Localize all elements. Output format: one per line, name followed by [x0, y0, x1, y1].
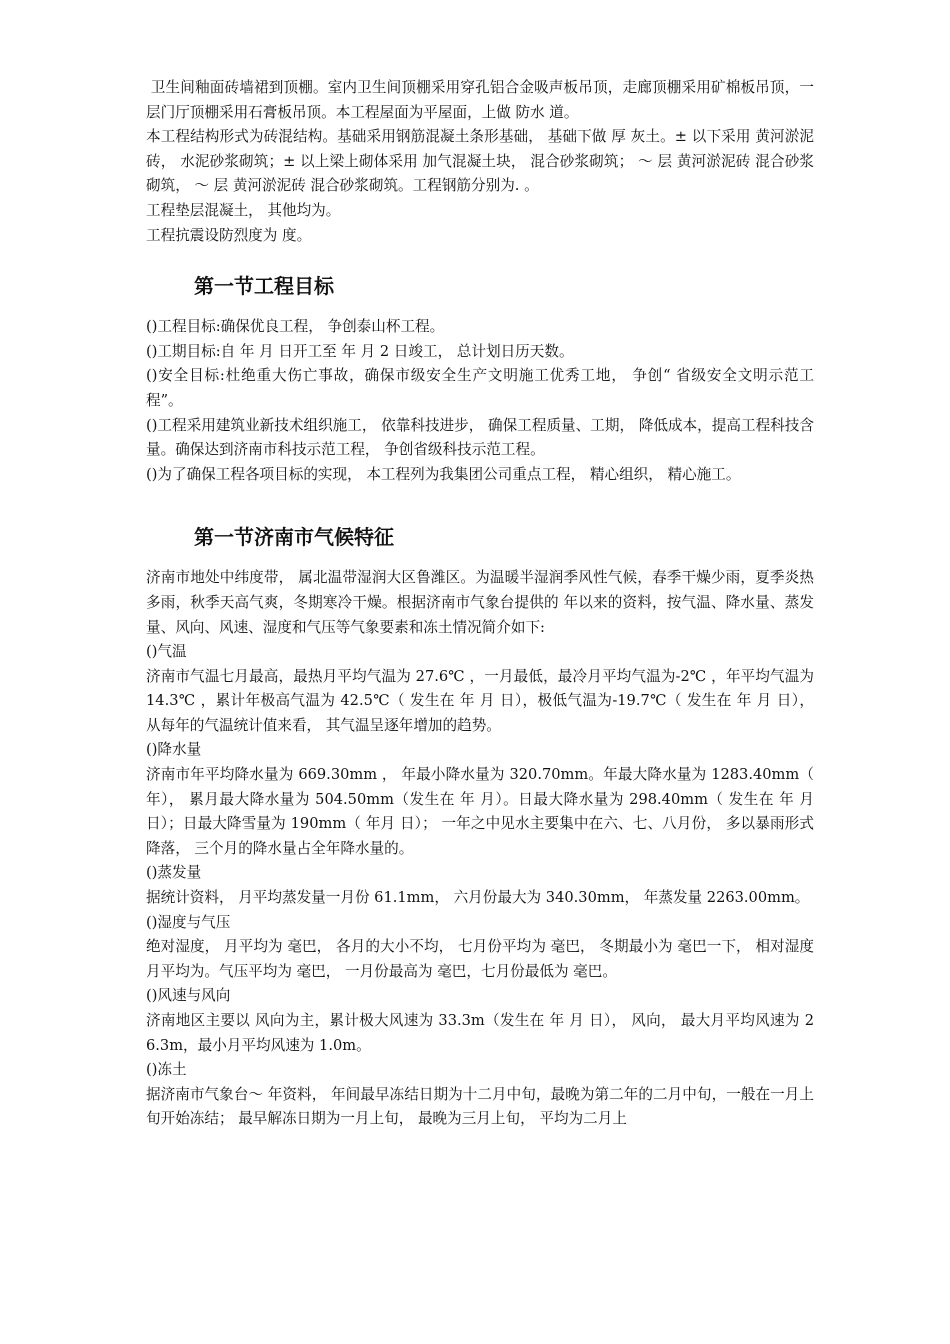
goal-item-safety: ()安全目标:杜绝重大伤亡事故，确保市级安全生产文明施工优秀工地， 争创“ 省级安全文明示范工程”。	[146, 367, 814, 409]
intro-paragraph-1: 卫生间釉面砖墙裙到顶棚。室内卫生间顶棚采用穿孔铝合金吸声板吊顶，走廊顶棚采用矿棉板吊顶，一层门厅顶棚采用石膏板吊顶。本工程屋面为平屋面，上做 防水 道。	[146, 79, 814, 121]
intro-paragraph-3: 工程垫层混凝土， 其他均为。	[146, 201, 341, 219]
subheading-temperature: ()气温	[146, 643, 187, 661]
document-page	[146, 76, 819, 1132]
goal-item-schedule: ()工期目标:自 年 月 日开工至 年 月 2 日竣工， 总计划日历天数。	[146, 342, 574, 360]
section-heading-project-goals: 第一节工程目标	[194, 274, 334, 299]
intro-paragraph-4: 工程抗震设防烈度为 度。	[146, 226, 312, 244]
goal-item-technology: ()工程采用建筑业新技术组织施工， 依靠科技进步， 确保工程质量、工期， 降低成本，提高工程科技含量。确保达到济南市科技示范工程， 争创省级科技示范工程。	[146, 416, 814, 459]
subheading-frozen-soil: ()冻土	[146, 1061, 187, 1079]
precipitation-text: 济南市年平均降水量为 669.30mm ， 年最小降水量为 320.70mm。年最大降水量为 1283.40mm（ 年）， 累月最大降水量为 504.50mm（发生在 年 月）。日最大降水量为 298.40mm（ 发生在 年 月 日）；日最大降雪量为 190mm（ 年月 日）； 一年之中见水主要集中在六、七、八月份， 多以暴雨形式降落， 三个月的降水量占全年降水量的。	[146, 766, 819, 857]
intro-paragraph-2: 本工程结构形式为砖混结构。基础采用钢筋混凝土条形基础， 基础下做 厚 灰土。± 以下采用 黄河淤泥砖， 水泥砂浆砌筑；± 以上梁上砌体采用 加气混凝土块， 混合砂浆砌筑； ～ 层 黄河淤泥砖 混合砂浆砌筑， ～ 层 黄河淤泥砖 混合砂浆砌筑。工程钢筋分别为. 。	[146, 128, 814, 195]
humidity-pressure-text: 绝对湿度， 月平均为 毫巴， 各月的大小不均， 七月份平均为 毫巴， 冬期最小为 毫巴一下， 相对湿度月平均为。气压平均为 毫巴， 一月份最高为 毫巴，七月份最低为 毫巴。	[146, 938, 814, 980]
subheading-evaporation: ()蒸发量	[146, 864, 202, 882]
temperature-text: 济南市气温七月最高，最热月平均气温为 27.6℃ ，一月最低，最冷月平均气温为-2℃ ，年平均气温为 14.3℃ ，累计年极高气温为 42.5℃（ 发生在 年 月 日），极低气温为-19.7℃（ 发生在 年 月 日）， 从每年的气温统计值来看， 其气温呈逐年增加的趋势。	[146, 667, 819, 734]
section-heading-climate: 第一节济南市气候特征	[194, 525, 394, 550]
subheading-wind: ()风速与风向	[146, 987, 231, 1005]
goal-item-quality: ()工程目标:确保优良工程， 争创泰山杯工程。	[146, 318, 445, 336]
subheading-humidity-pressure: ()湿度与气压	[146, 913, 231, 931]
goal-item-key-project: ()为了确保工程各项目标的实现， 本工程列为我集团公司重点工程， 精心组织， 精心施工。	[146, 465, 741, 483]
frozen-soil-text: 据济南市气象台～ 年资料， 年间最早冻结日期为十二月中旬，最晚为第二年的二月中旬，一般在一月上旬开始冻结； 最早解冻日期为一月上旬， 最晚为三月上旬， 平均为二月上	[146, 1085, 814, 1128]
subheading-precipitation: ()降水量	[146, 741, 202, 759]
climate-intro: 济南市地处中纬度带， 属北温带湿润大区鲁潍区。为温暖半湿润季风性气候，春季干燥少雨，夏季炎热多雨，秋季天高气爽，冬期寒冷干燥。根据济南市气象台提供的 年以来的资料，按气温、降水量、蒸发量、风向、风速、湿度和气压等气象要素和冻土情况简介如下:	[146, 569, 814, 636]
evaporation-text: 据统计资料， 月平均蒸发量一月份 61.1mm， 六月份最大为 340.30mm， 年蒸发量 2263.00mm。	[146, 889, 810, 907]
wind-text: 济南地区主要以 风向为主，累计极大风速为 33.3m（发生在 年 月 日）， 风向， 最大月平均风速为 26.3m，最小月平均风速为 1.0m。	[146, 1012, 814, 1054]
